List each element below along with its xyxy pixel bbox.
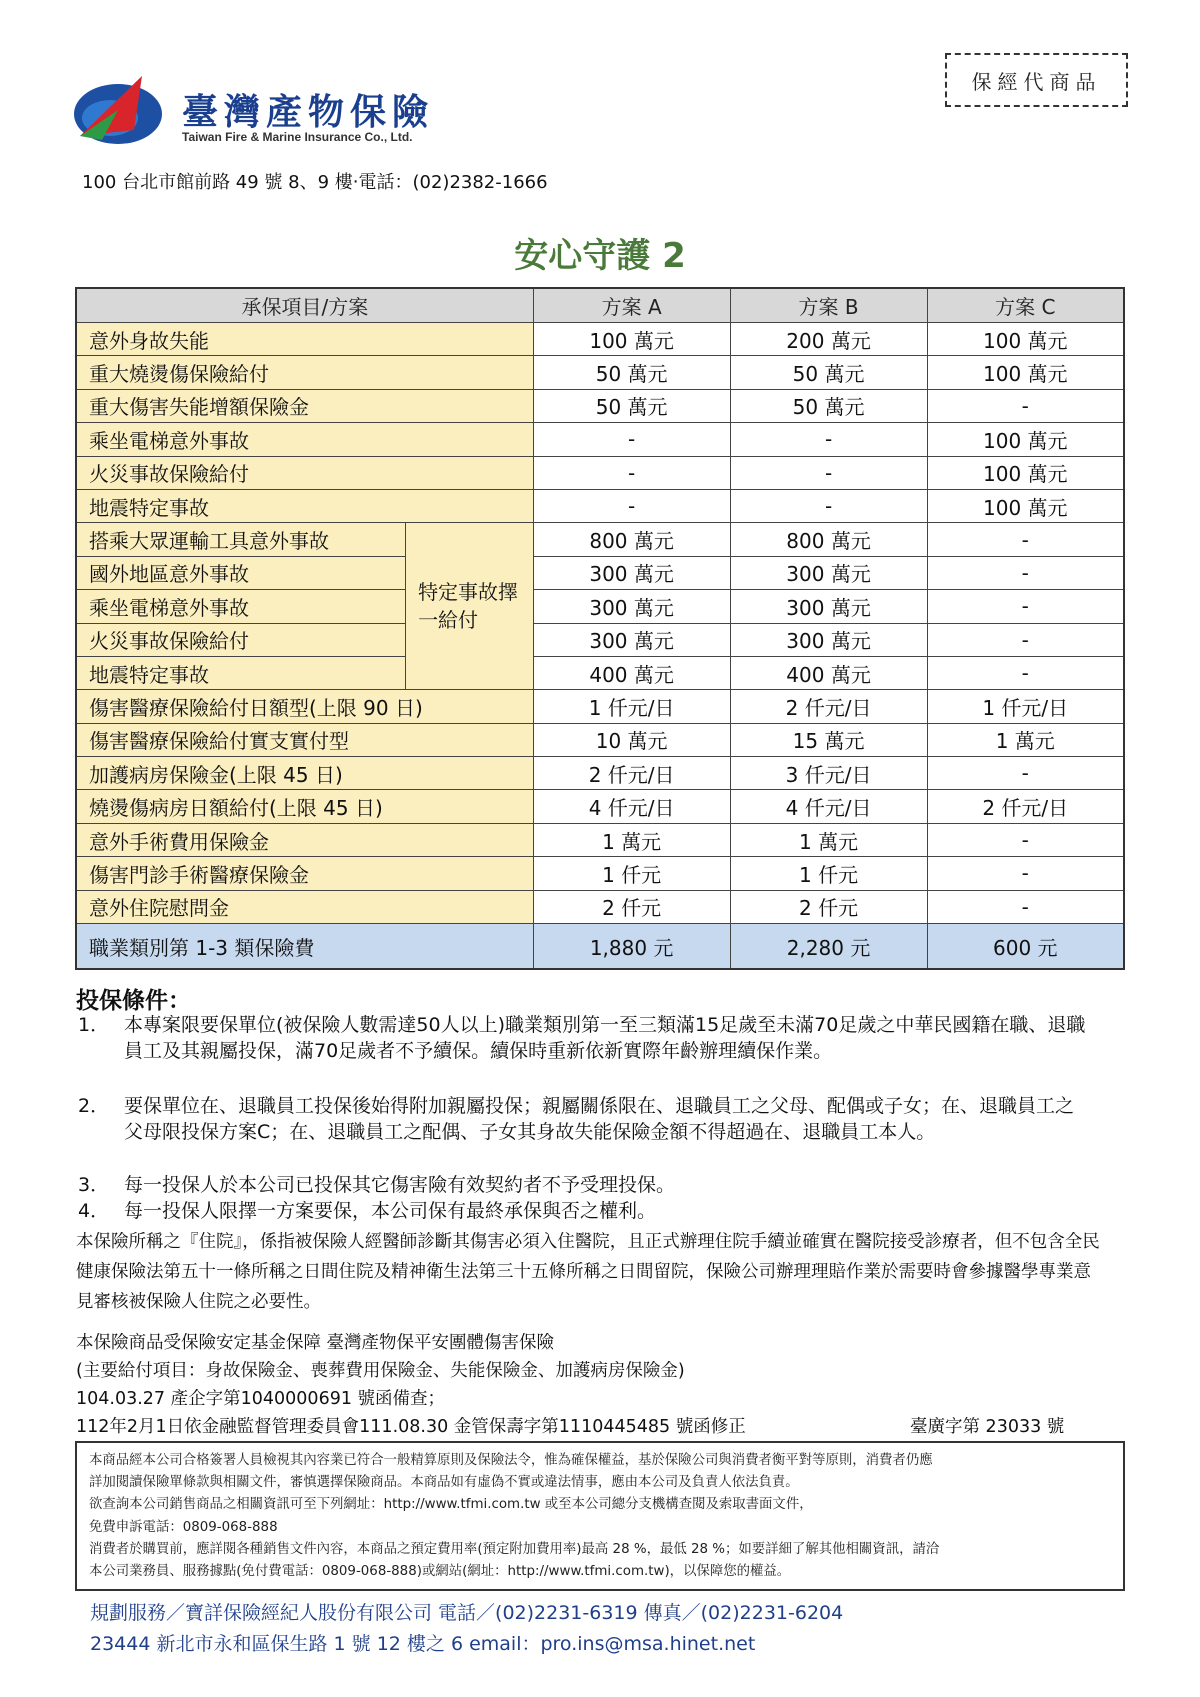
plan-c-value: - — [927, 823, 1124, 856]
table-row — [76, 823, 1124, 856]
header-plan-b: 方案 B — [730, 288, 927, 323]
condition-number: 3． — [78, 1174, 110, 1196]
plan-b-value: 800 萬元 — [730, 523, 927, 556]
plan-b-value: 1 仟元 — [730, 857, 927, 890]
coverage-item: 傷害醫療保險給付實支實付型 — [76, 723, 533, 756]
condition-text: 要保單位在、退職員工投保後始得附加親屬投保；親屬關係限在、退職員工之父母、配偶或子女；在、退職員工之父母限投保方案C；在、退職員工之配偶、子女其身故失能保險金額不得超過在、退職員工本人。 — [124, 1095, 1075, 1143]
plan-c-value: 2 仟元/日 — [927, 790, 1124, 823]
condition-text: 本專案限要保單位(被保險人數需達50人以上)職業類別第一至三類滿15足歲至未滿70足歲之中華民國籍在職、退職員工及其親屬投保，滿70足歲者不予續保。續保時重新依新實際年齡辦理續保作業。 — [124, 1014, 1086, 1062]
plan-a-value: 1 仟元/日 — [533, 690, 730, 723]
table-row — [76, 723, 1124, 756]
condition-item — [78, 1012, 1088, 1064]
plan-c-value: - — [927, 757, 1124, 790]
coverage-item: 搭乘大眾運輸工具意外事故 — [76, 523, 406, 556]
table-row — [76, 857, 1124, 890]
registration-line: 112年2月1日依金融監督管理委員會111.08.30 金管保壽字第1110445485 號函修正 — [76, 1417, 746, 1437]
plan-b-value: 3 仟元/日 — [730, 757, 927, 790]
plan-c-value: - — [927, 523, 1124, 556]
table-row — [76, 523, 1124, 556]
disclaimer-line: 詳加閱讀保險單條款與相關文件，審慎選擇保險商品。本商品如有虛偽不實或違法情事，應由本公司及負責人依法負責。 — [89, 1475, 799, 1491]
header-coverage-item: 承保項目/方案 — [76, 288, 533, 323]
table-header-row — [76, 288, 1124, 323]
coverage-item: 意外手術費用保險金 — [76, 823, 533, 856]
plan-a-value: 800 萬元 — [533, 523, 730, 556]
company-english-name: Taiwan Fire & Marine Insurance Co., Ltd. — [182, 130, 413, 144]
header-plan-a: 方案 A — [533, 288, 730, 323]
premium-label: 職業類別第 1-3 類保險費 — [76, 924, 533, 970]
table-row — [76, 890, 1124, 923]
plan-a-value: 300 萬元 — [533, 623, 730, 656]
table-row — [76, 489, 1124, 522]
plan-c-value: 1 仟元/日 — [927, 690, 1124, 723]
disclaimer-line: 消費者於購買前，應詳閱各種銷售文件內容，本商品之預定費用率(預定附加費用率)最高 28 %，最低 28 %；如要詳細了解其他相關資訊，請洽 — [89, 1541, 940, 1557]
broker-address-line: 23444 新北市永和區保生路 1 號 12 樓之 6 email：pro.ins@msa.hinet.net — [90, 1633, 756, 1655]
coverage-item: 傷害門診手術醫療保險金 — [76, 857, 533, 890]
plan-c-value: - — [927, 623, 1124, 656]
condition-text: 每一投保人限擇一方案要保，本公司保有最終承保與否之權利。 — [124, 1200, 657, 1222]
premium-row — [76, 924, 1124, 970]
table-row — [76, 690, 1124, 723]
plan-b-value: - — [730, 489, 927, 522]
registration-line: 104.03.27 產企字第1040000691 號函備查； — [76, 1389, 446, 1409]
plan-c-value: - — [927, 389, 1124, 422]
plan-c-value: 1 萬元 — [927, 723, 1124, 756]
company-logo — [72, 70, 168, 150]
plan-c-value: - — [927, 656, 1124, 689]
plan-a-value: 300 萬元 — [533, 590, 730, 623]
table-row — [76, 590, 1124, 623]
plan-a-value: 50 萬元 — [533, 356, 730, 389]
registration-line: (主要給付項目：身故保險金、喪葬費用保險金、失能保險金、加護病房保險金) — [76, 1361, 685, 1381]
document-title: 安心守護 2 — [514, 236, 686, 276]
advertising-license-number: 臺廣字第 23033 號 — [910, 1417, 1065, 1437]
header-plan-c: 方案 C — [927, 288, 1124, 323]
condition-text: 每一投保人於本公司已投保其它傷害險有效契約者不予受理投保。 — [124, 1174, 676, 1196]
disclaimer-line: 免費申訴電話：0809-068-888 — [89, 1519, 278, 1535]
group-label-specific-accident: 特定事故擇一給付 — [406, 523, 534, 690]
plan-b-value: 200 萬元 — [730, 323, 927, 356]
plan-c-value: 100 萬元 — [927, 356, 1124, 389]
condition-item — [78, 1198, 1088, 1224]
plan-b-value: 15 萬元 — [730, 723, 927, 756]
plan-a-value: - — [533, 489, 730, 522]
coverage-item: 意外身故失能 — [76, 323, 533, 356]
broker-info-line: 規劃服務／寶詳保險經紀人股份有限公司 電話／(02)2231-6319 傳真／(02)2231-6204 — [90, 1602, 844, 1624]
condition-item — [78, 1093, 1088, 1145]
coverage-item: 乘坐電梯意外事故 — [76, 423, 533, 456]
condition-number: 2． — [78, 1095, 110, 1117]
condition-item — [78, 1172, 1088, 1198]
plan-c-value: - — [927, 890, 1124, 923]
plan-a-value: 2 仟元 — [533, 890, 730, 923]
table-row — [76, 323, 1124, 356]
company-address: 100 台北市館前路 49 號 8、9 樓‧電話：(02)2382-1666 — [82, 172, 548, 193]
plan-b-value: 300 萬元 — [730, 590, 927, 623]
table-row — [76, 790, 1124, 823]
disclaimer-line: 本公司業務員、服務據點(免付費電話：0809-068-888)或網站(網址：http://www.tfmi.com.tw)，以保障您的權益。 — [89, 1564, 791, 1580]
table-row — [76, 656, 1124, 689]
condition-number: 4． — [78, 1200, 110, 1222]
plan-b-value: 1 萬元 — [730, 823, 927, 856]
plan-a-value: 10 萬元 — [533, 723, 730, 756]
plan-c-value: - — [927, 556, 1124, 589]
plan-c-value: 100 萬元 — [927, 423, 1124, 456]
table-row — [76, 456, 1124, 489]
plan-b-value: 50 萬元 — [730, 356, 927, 389]
coverage-item: 重大傷害失能增額保險金 — [76, 389, 533, 422]
plan-a-value: 100 萬元 — [533, 323, 730, 356]
plan-a-value: - — [533, 456, 730, 489]
plan-a-value: 300 萬元 — [533, 556, 730, 589]
registration-line: 本保險商品受保險安定基金保障 臺灣產物保平安團體傷害保險 — [76, 1333, 555, 1353]
plan-b-value: 300 萬元 — [730, 623, 927, 656]
coverage-item: 地震特定事故 — [76, 489, 533, 522]
disclaimer-line: 欲查詢本公司銷售商品之相關資訊可至下列網址：http://www.tfmi.com.tw 或至本公司總分支機構查閱及索取書面文件， — [89, 1497, 813, 1513]
coverage-item: 重大燒燙傷保險給付 — [76, 356, 533, 389]
table-row — [76, 356, 1124, 389]
coverage-item: 火災事故保險給付 — [76, 623, 406, 656]
broker-product-stamp: 保經代商品 — [945, 53, 1128, 107]
table-row — [76, 623, 1124, 656]
coverage-table — [75, 287, 1125, 970]
coverage-item: 地震特定事故 — [76, 656, 406, 689]
premium-plan-a: 1,880 元 — [533, 924, 730, 970]
coverage-item: 國外地區意外事故 — [76, 556, 406, 589]
plan-a-value: 1 仟元 — [533, 857, 730, 890]
plan-a-value: 400 萬元 — [533, 656, 730, 689]
plan-b-value: 50 萬元 — [730, 389, 927, 422]
coverage-item: 燒燙傷病房日額給付(上限 45 日) — [76, 790, 533, 823]
coverage-item: 火災事故保險給付 — [76, 456, 533, 489]
premium-plan-c: 600 元 — [927, 924, 1124, 970]
condition-number: 1． — [78, 1014, 110, 1036]
coverage-item: 乘坐電梯意外事故 — [76, 590, 406, 623]
table-row — [76, 556, 1124, 589]
coverage-item: 傷害醫療保險給付日額型(上限 90 日) — [76, 690, 533, 723]
premium-plan-b: 2,280 元 — [730, 924, 927, 970]
plan-a-value: 50 萬元 — [533, 389, 730, 422]
table-row — [76, 757, 1124, 790]
plan-a-value: 1 萬元 — [533, 823, 730, 856]
disclaimer-line: 本商品經本公司合格簽署人員檢視其內容業已符合一般精算原則及保險法令，惟為確保權益，基於保險公司與消費者衡平對等原則，消費者仍應 — [89, 1453, 933, 1468]
plan-b-value: - — [730, 423, 927, 456]
plan-c-value: 100 萬元 — [927, 323, 1124, 356]
conditions-heading: 投保條件： — [76, 988, 191, 1014]
plan-b-value: 2 仟元 — [730, 890, 927, 923]
hospitalization-note: 本保險所稱之『住院』，係指被保險人經醫師診斷其傷害必須入住醫院，且正式辦理住院手續並確實在醫院接受診療者，但不包含全民健康保險法第五十一條所稱之日間住院及精神衛生法第三十五條所稱之日間留院，保險公司辦理理賠作業於需要時會參據醫學專業意見審核被保險人住院之必要性。 — [76, 1232, 1100, 1312]
plan-b-value: 300 萬元 — [730, 556, 927, 589]
plan-c-value: - — [927, 590, 1124, 623]
plan-b-value: 4 仟元/日 — [730, 790, 927, 823]
table-row — [76, 423, 1124, 456]
plan-a-value: 4 仟元/日 — [533, 790, 730, 823]
coverage-item: 意外住院慰問金 — [76, 890, 533, 923]
plan-b-value: 2 仟元/日 — [730, 690, 927, 723]
table-row — [76, 389, 1124, 422]
plan-a-value: - — [533, 423, 730, 456]
plan-a-value: 2 仟元/日 — [533, 757, 730, 790]
company-name: 臺灣產物保險 — [182, 91, 435, 133]
plan-c-value: - — [927, 857, 1124, 890]
coverage-item: 加護病房保險金(上限 45 日) — [76, 757, 533, 790]
plan-b-value: 400 萬元 — [730, 656, 927, 689]
plan-b-value: - — [730, 456, 927, 489]
plan-c-value: 100 萬元 — [927, 489, 1124, 522]
disclaimer-box — [75, 1441, 1125, 1591]
plan-c-value: 100 萬元 — [927, 456, 1124, 489]
